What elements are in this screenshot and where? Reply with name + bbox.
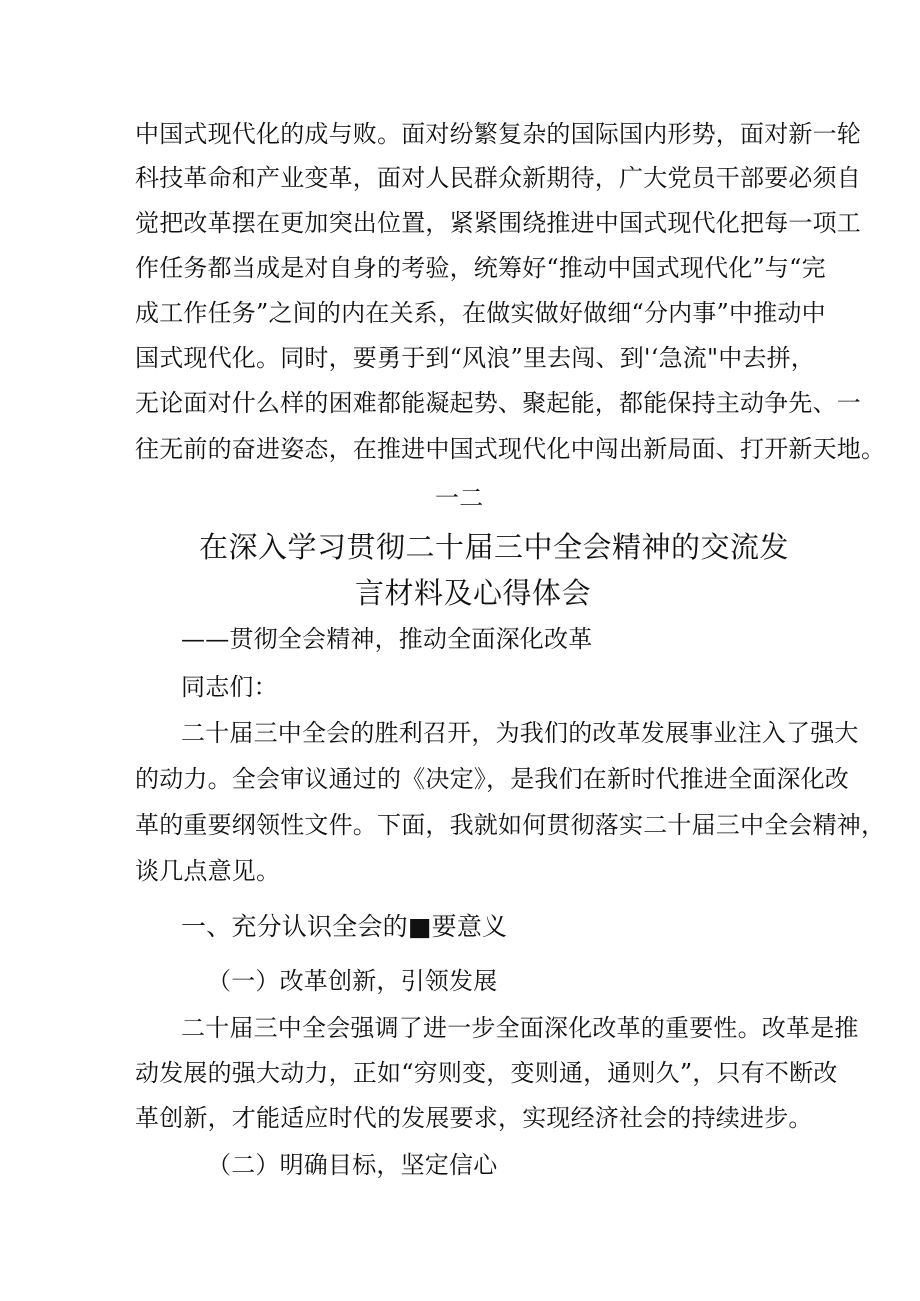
prev-paragraph-line-7: 无论面对什么样的困难都能凝起势、聚起能，都能保持主动争先、一 [135,389,861,417]
intro-paragraph-line-2: 的动力。全会审议通过的《决定》，是我们在新时代推进全面深化改 [135,765,849,793]
prev-paragraph-line-8: 往无前的奋进姿态，在推进中国式现代化中闯出新局面、打开新天地。 [135,435,886,463]
prev-paragraph-line-4: 作任务都当成是对自身的考验，统筹好“推动中国式现代化”与“完 [135,254,826,282]
prev-paragraph-line-2: 科技革命和产业变革，面对人民群众新期待，广大党员干部要必须自 [135,164,861,192]
sub1-paragraph-line-3: 革创新，才能适应时代的发展要求，实现经济社会的持续进步。 [135,1104,813,1132]
article-title-line-1: 在深入学习贯彻二十届三中全会精神的交流发 [199,530,790,564]
article-subtitle: ——贯彻全会精神，推动全面深化改革 [181,625,593,653]
section-number: 一二 [435,484,484,512]
salutation: 同志们： [181,673,278,701]
intro-paragraph-line-3: 革的重要纲领性文件。下面，我就如何贯彻落实二十届三中全会精神， [135,811,886,839]
article-title-line-2: 言材料及心得体会 [355,576,592,610]
prev-paragraph-line-1: 中国式现代化的成与败。面对纷繁复杂的国际国内形势，面对新一轮 [135,120,861,148]
prev-paragraph-line-5: 成工作任务”之间的内在关系，在做实做好做细“分内事”中推动中 [135,299,826,327]
subheading-2: （二）明确目标，坚定信心 [207,1151,498,1179]
section-heading-1: 一、充分认识全会的■要意义 [181,912,508,941]
subheading-1: （一）改革创新，引领发展 [207,967,498,995]
intro-paragraph-line-4: 谈几点意见。 [135,857,281,885]
prev-paragraph-line-3: 觉把改革摆在更加突出位置，紧紧围绕推进中国式现代化把每一项工 [135,209,861,237]
prev-paragraph-line-6: 国式现代化。同时，要勇于到“风浪”里去闯、到'‘急流"中去拼， [135,344,816,372]
sub1-paragraph-line-1: 二十届三中全会强调了进一步全面深化改革的重要性。改革是推 [181,1014,859,1042]
sub1-paragraph-line-2: 动发展的强大动力，正如“穷则变，变则通，通则久”，只有不断改 [135,1059,838,1087]
intro-paragraph-line-1: 二十届三中全会的胜利召开，为我们的改革发展事业注入了强大 [181,719,859,747]
